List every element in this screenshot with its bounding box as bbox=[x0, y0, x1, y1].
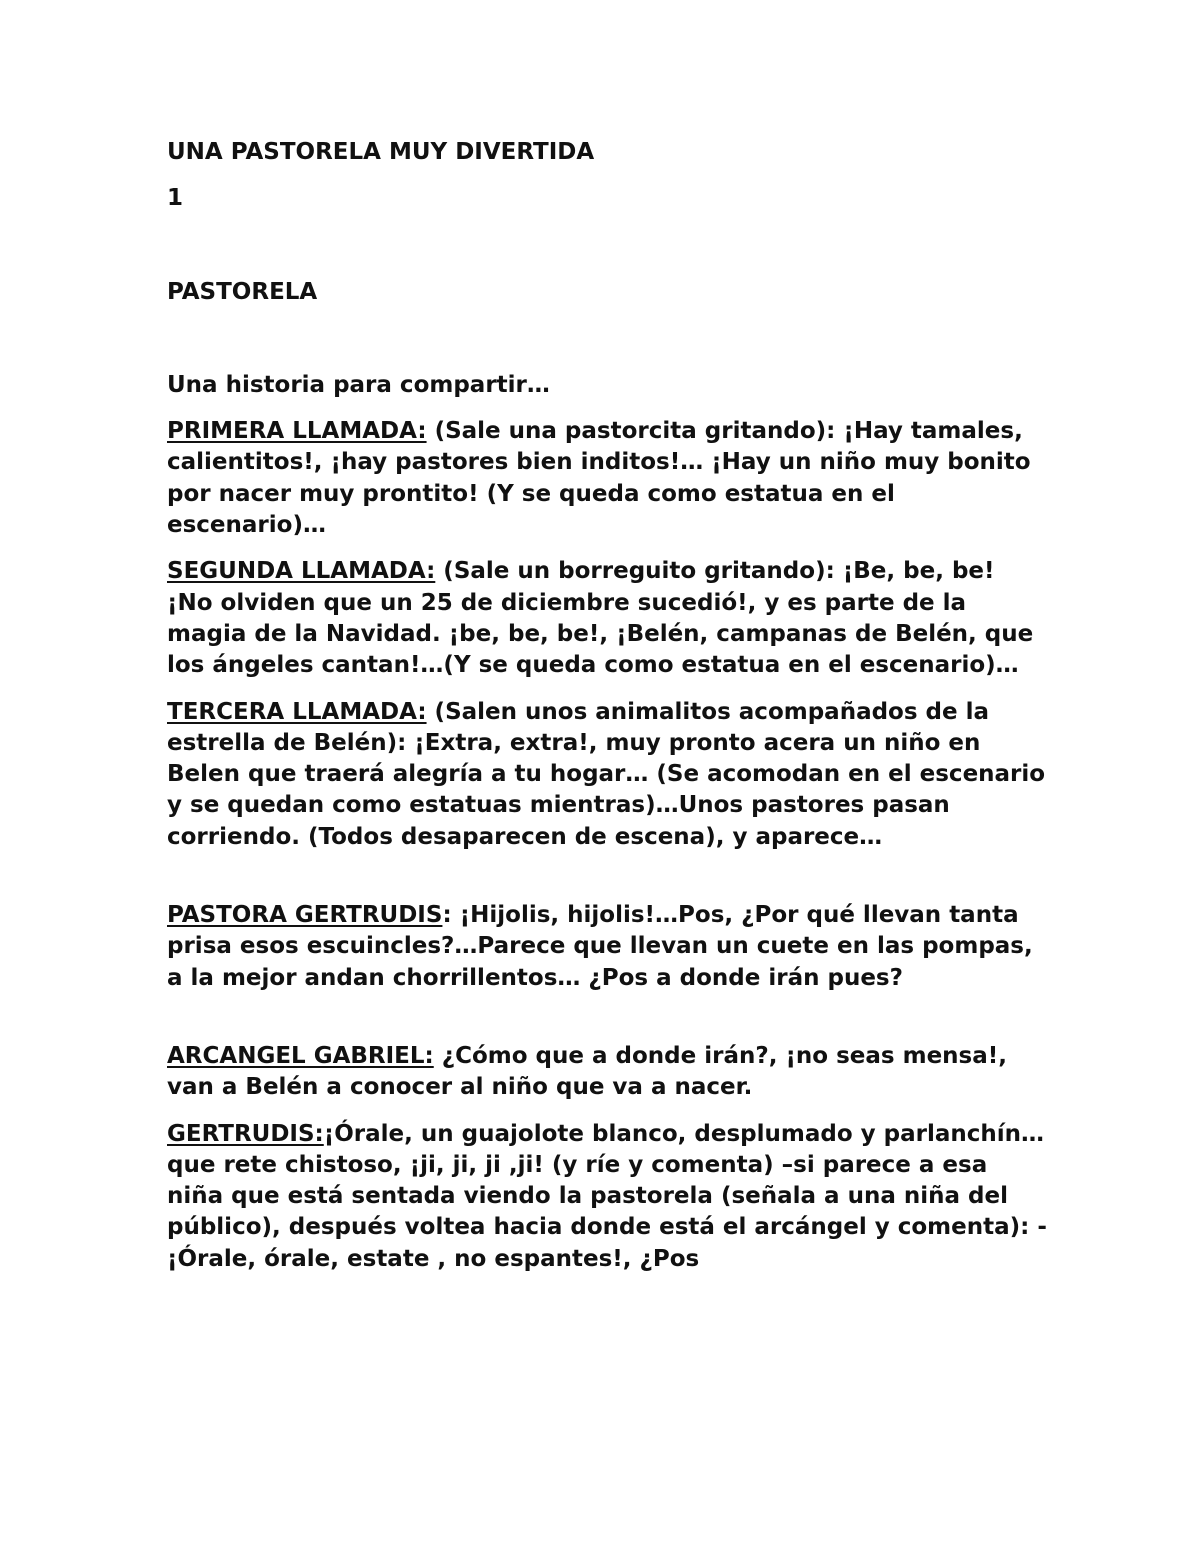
paragraph-text: (Sale una pastorcita gritando): ¡Hay tamales, calientitos!, ¡hay pastores bien inditos!… ¡Hay un niño muy bonito por nacer muy prontito! (Y se queda como estatua en el escenario)… bbox=[167, 418, 1031, 539]
paragraph-text: ¿Cómo que a donde irán?, ¡no seas mensa!, van a Belén a conocer al niño que va a nacer. bbox=[167, 1042, 1007, 1101]
speaker-label: GERTRUDIS: bbox=[167, 1120, 324, 1147]
speaker-label: ARCANGEL GABRIEL: bbox=[167, 1042, 434, 1069]
speaker-label: SEGUNDA LLAMADA: bbox=[167, 558, 436, 585]
section-heading: PASTORELA bbox=[167, 278, 318, 305]
document-title: UNA PASTORELA MUY DIVERTIDA bbox=[167, 139, 595, 165]
document-body bbox=[167, 137, 1047, 1290]
paragraph-pastora-gertrudis bbox=[167, 900, 1047, 994]
page-number: 1 bbox=[167, 185, 184, 212]
paragraph-text: (Sale un borreguito gritando): ¡Be, be, be! ¡No olviden que un 25 de diciembre sucedió!, y es parte de la magia de la Navidad. ¡be, be, be!, ¡Belén, campanas de Belén, que los ángeles cantan!…(Y se queda como estatua en el escenario)… bbox=[167, 558, 1034, 679]
paragraph-arcangel-gabriel bbox=[167, 1041, 1047, 1104]
intro-line: Una historia para compartir… bbox=[167, 371, 550, 398]
paragraph-primera-llamada bbox=[167, 416, 1047, 541]
paragraph-text: ¡Órale, un guajolote blanco, desplumado y parlanchín…que rete chistoso, ¡ji, ji, ji ,ji! (y ríe y comenta) –si parece a esa niña que está sentada viendo la pastorela (señala a una niña del público), después voltea hacia donde está el arcángel y comenta): -¡Órale, órale, estate , no espantes!, ¿Pos bbox=[167, 1120, 1047, 1272]
paragraph-tercera-llamada bbox=[167, 697, 1047, 853]
paragraph-segunda-llamada bbox=[167, 556, 1047, 681]
paragraph-gertrudis bbox=[167, 1119, 1047, 1275]
speaker-label: TERCERA LLAMADA: bbox=[167, 698, 427, 725]
paragraph-text: (Salen unos animalitos acompañados de la estrella de Belén): ¡Extra, extra!, muy pronto acera un niño en Belen que traerá alegría a tu hogar… (Se acomodan en el escenario y se quedan como estatuas mientras)…Unos pastores pasan corriendo. (Todos desaparecen de escena), y aparece… bbox=[167, 698, 1046, 850]
speaker-label: PRIMERA LLAMADA: bbox=[167, 418, 427, 445]
speaker-label: PASTORA GERTRUDIS bbox=[167, 902, 443, 929]
paragraph-text: : ¡Hijolis, hijolis!…Pos, ¿Por qué llevan tanta prisa esos escuincles?…Parece que llevan un cuete en las pompas, a la mejor andan chorrillentos… ¿Pos a donde irán pues? bbox=[167, 902, 1033, 991]
